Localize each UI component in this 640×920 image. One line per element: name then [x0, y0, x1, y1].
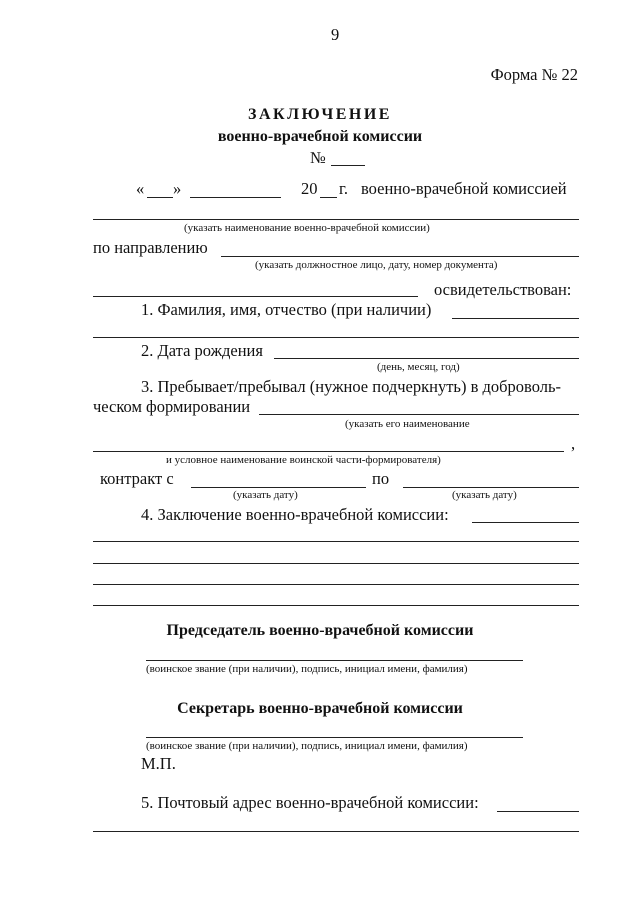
birth-date-hint: (день, месяц, год) [377, 361, 460, 373]
postal-address-field-line2[interactable] [93, 831, 579, 832]
contract-to-field[interactable] [403, 487, 579, 488]
year-prefix: 20 [301, 179, 318, 198]
year-suffix: г. [339, 179, 349, 198]
conclusion-number-field[interactable] [331, 165, 365, 166]
item2-birth-date-label: 2. Дата рождения [141, 341, 263, 360]
day-field[interactable] [147, 197, 173, 198]
contract-from-field[interactable] [191, 487, 366, 488]
secretary-title: Секретарь военно-врачебной комиссии [177, 700, 463, 717]
chairman-signature-hint: (воинское звание (при наличии), подпись, инициал имени, фамилия) [146, 663, 468, 675]
commission-text: военно-врачебной комиссией [361, 179, 567, 198]
page-number: 9 [331, 25, 340, 44]
secretary-signature-field[interactable] [146, 737, 523, 738]
full-name-field[interactable] [452, 318, 579, 319]
referral-field[interactable] [221, 256, 579, 257]
item5-postal-address-label: 5. Почтовый адрес военно-врачебной комиссии: [141, 793, 479, 812]
item4-conclusion-label: 4. Заключение военно-врачебной комиссии: [141, 505, 449, 524]
comma: , [571, 434, 576, 453]
date-open-quote: « [136, 179, 145, 198]
item3-formation-label-cont: ческом формировании [93, 397, 251, 416]
secretary-signature-hint: (воинское звание (при наличии), подпись, инициал имени, фамилия) [146, 740, 468, 752]
conclusion-number-label: № [310, 148, 326, 167]
contract-to-hint: (указать дату) [452, 489, 517, 501]
commission-name-field[interactable] [93, 219, 579, 220]
unit-name-field[interactable] [93, 451, 564, 452]
birth-date-field[interactable] [274, 358, 579, 359]
formation-name-hint: (указать его наименование [345, 418, 470, 430]
item1-full-name-label: 1. Фамилия, имя, отчество (при наличии) [141, 300, 432, 319]
stamp-place-label: М.П. [141, 754, 176, 773]
document-subtitle: военно-врачебной комиссии [217, 128, 423, 145]
unit-name-hint: и условное наименование воинской части-формирователя) [166, 454, 441, 466]
full-name-field-line2[interactable] [93, 337, 579, 338]
formation-name-field[interactable] [259, 414, 579, 415]
contract-from-label: контракт с [100, 469, 174, 488]
conclusion-field[interactable] [472, 522, 579, 523]
referral-hint: (указать должностное лицо, дату, номер документа) [255, 259, 498, 271]
examined-person-field[interactable] [93, 296, 418, 297]
conclusion-field-line3[interactable] [93, 563, 579, 564]
chairman-signature-field[interactable] [146, 660, 523, 661]
conclusion-field-line2[interactable] [93, 541, 579, 542]
item3-formation-label: 3. Пребывает/пребывал (нужное подчеркнуть) в доброволь- [141, 377, 562, 396]
year-field[interactable] [320, 197, 337, 198]
conclusion-field-line4[interactable] [93, 584, 579, 585]
commission-name-hint: (указать наименование военно-врачебной комиссии) [184, 222, 430, 234]
date-close-quote: » [173, 179, 182, 198]
document-title: ЗАКЛЮЧЕНИЕ [248, 106, 392, 123]
chairman-title: Председатель военно-врачебной комиссии [166, 622, 474, 639]
referral-label: по направлению [93, 238, 208, 257]
contract-to-label: по [372, 469, 390, 488]
postal-address-field[interactable] [497, 811, 579, 812]
form-number-label: Форма № 22 [490, 65, 578, 84]
contract-from-hint: (указать дату) [233, 489, 298, 501]
examined-label: освидетельствован: [434, 280, 572, 299]
month-field[interactable] [190, 197, 281, 198]
conclusion-field-line5[interactable] [93, 605, 579, 606]
